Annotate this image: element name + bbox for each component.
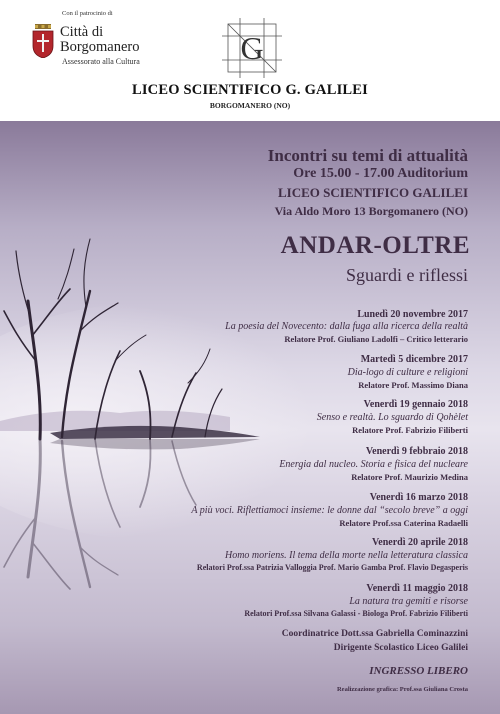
event-topic: Dia-logo di culture e religioni (347, 367, 468, 378)
event-speaker: Relatore Prof. Giuliano Ladolfi – Critico letterario (284, 334, 468, 344)
school-logo-icon (218, 16, 286, 80)
city-crest-icon (32, 24, 54, 58)
event-date: Venerdì 11 maggio 2018 (366, 583, 468, 594)
event-date: Lunedì 20 novembre 2017 (357, 309, 468, 320)
event-topic: La poesia del Novecento: dalla fuga alla ricerca della realtà (225, 321, 468, 332)
intro-line4: Via Aldo Moro 13 Borgomanero (NO) (274, 204, 468, 218)
event-topic: Energia dal nucleo. Storia e fisica del nucleare (279, 459, 468, 470)
event-date: Martedì 5 dicembre 2017 (360, 354, 468, 365)
event-date: Venerdì 19 gennaio 2018 (363, 399, 468, 410)
subtitle: Sguardi e riflessi (346, 265, 468, 285)
event-speaker: Relatori Prof.ssa Silvana Galassi - Biologa Prof. Fabrizio Filiberti (244, 609, 468, 618)
graphics-credit: Realizzazione grafica: Prof.ssa Giuliana Crosta (336, 686, 468, 693)
intro-line3: LICEO SCIENTIFICO GALILEI (278, 185, 468, 200)
main-title: ANDAR-OLTRE (280, 232, 470, 259)
event-speaker: Relatore Prof.ssa Caterina Radaelli (339, 518, 468, 528)
city-name-line1: Città di (60, 24, 104, 40)
event-date: Venerdì 16 marzo 2018 (369, 492, 468, 503)
event-speaker: Relatore Prof. Fabrizio Filiberti (352, 425, 468, 435)
event-speaker: Relatori Prof.ssa Patrizia Valloggia Prof. Mario Gamba Prof. Flavio Degasperis (196, 563, 468, 572)
city-name-line2: Borgomanero (60, 39, 140, 55)
poster-header (0, 0, 500, 121)
event-topic: Senso e realtà. Lo sguardo di Qohèlet (316, 412, 468, 423)
event-speaker: Relatore Prof. Maurizio Medina (351, 472, 468, 482)
logo-letter: G (240, 30, 264, 66)
intro-line2: Ore 15.00 - 17.00 Auditorium (293, 166, 468, 181)
event-topic: Homo moriens. Il tema della morte nella letteratura classica (224, 550, 468, 561)
event-date: Venerdì 20 aprile 2018 (371, 537, 468, 548)
event-topic: La natura tra gemiti e risorse (349, 596, 468, 607)
principal: Dirigente Scolastico Liceo Galilei (333, 643, 468, 653)
free-entry: INGRESSO LIBERO (369, 665, 468, 677)
coordinator: Coordinatrice Dott.ssa Gabriella Cominazzini (281, 629, 468, 639)
intro-line1: Incontri su temi di attualità (267, 146, 468, 165)
assessorato-label: Assessorato alla Cultura (62, 57, 140, 66)
patronage-label: Con il patrocinio di (62, 10, 113, 17)
event-speaker: Relatore Prof. Massimo Diana (358, 380, 468, 390)
event-date: Venerdì 9 febbraio 2018 (365, 446, 468, 457)
event-topic: A più voci. Riflettiamoci insieme: le donne dal “secolo breve” a oggi (191, 505, 468, 516)
school-city: BORGOMANERO (NO) (209, 101, 291, 110)
lake-photo (0, 121, 500, 714)
school-title: LICEO SCIENTIFICO G. GALILEI (131, 82, 369, 98)
